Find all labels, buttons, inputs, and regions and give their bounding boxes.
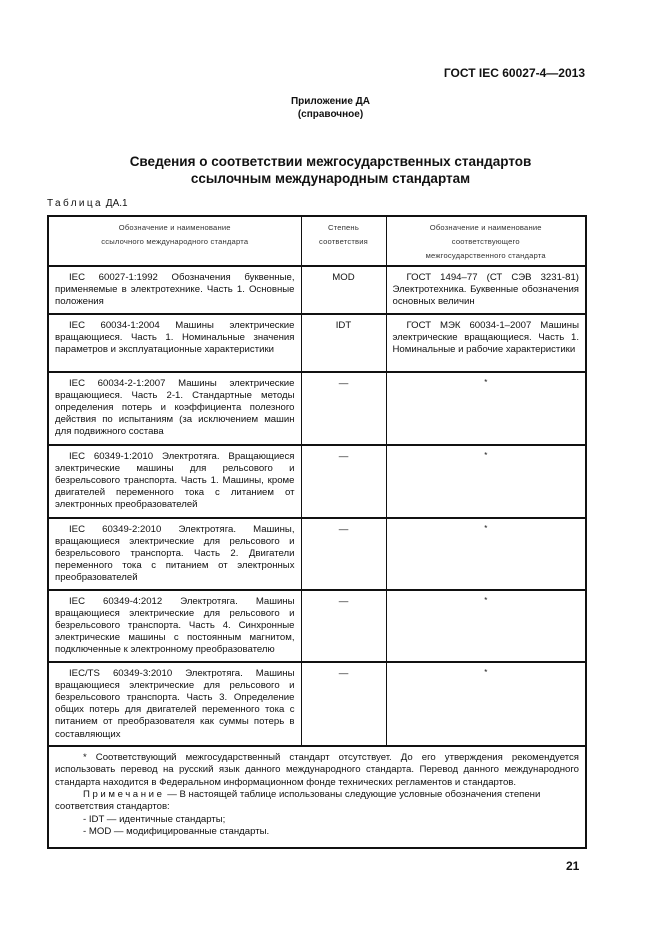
note-text: — В настоящей таблице использованы следующие условные обозначения степени соответствия стандартов: (55, 789, 541, 813)
table-row (48, 372, 586, 445)
page-title-line-1: Сведения о соответствии межгосударственных стандартов (129, 154, 532, 169)
table-footer-row (48, 746, 586, 848)
degree-cell: — (301, 445, 386, 518)
interstate-standard-cell: * (386, 518, 586, 590)
degree-cell: — (301, 590, 386, 662)
degree-cell: — (301, 372, 386, 445)
note (55, 789, 579, 814)
document-code: ГОСТ IEC 60027-4—2013 (443, 66, 585, 80)
interstate-standard-cell: * (386, 590, 586, 662)
international-standard-cell: IEC 60349-4:2012 Электротяга. Машины вращающиеся электрические для рельсового и безрельсового транспорта. Часть 4. Синхронные электрические машины с постоянным магнитом, подключенные к электронному преобразователю (48, 590, 301, 662)
table-label-id: ДА.1 (105, 198, 128, 209)
table-row (48, 445, 586, 518)
interstate-standard-cell: ГОСТ МЭК 60034-1–2007 Машины электрические вращающиеся. Часть 1. Номинальные и рабочие характеристики (386, 314, 586, 372)
header-international-standard: Обозначение и наименование ссылочного международного стандарта (48, 216, 301, 266)
footnote: * Соответствующий межгосударственный стандарт отсутствует. До его утверждения рекомендуется использовать перевод на русский язык данного международного стандарта. Перевод данного международного стандарта находится в Федеральном информационном фонде технических регламентов и стандартов. (55, 751, 579, 788)
appendix-heading (0, 95, 661, 121)
international-standard-cell: IEC 60034-1:2004 Машины электрические вращающиеся. Часть 1. Номинальные значения параметров и эксплуатационные характеристики (48, 314, 301, 372)
degree-cell: MOD (301, 266, 386, 314)
table-row (48, 314, 586, 372)
degree-cell: — (301, 662, 386, 746)
page-title-line-2: ссылочным международным стандартам (190, 171, 471, 186)
international-standard-cell: IEC 60034-2-1:2007 Машины электрические вращающиеся. Часть 2-1. Стандартные методы определения потерь и коэффициента полезного действия по испытаниям (за исключением машин для подвижного состава (48, 372, 301, 445)
table-footer (48, 746, 586, 848)
table-label-word: Таблица (47, 198, 104, 209)
appendix-title: Приложение ДА (290, 96, 371, 107)
interstate-standard-cell: * (386, 445, 586, 518)
correspondence-table (47, 215, 587, 849)
table-row (48, 590, 586, 662)
legend-item-idt: - IDT — идентичные стандарты; (83, 813, 226, 825)
interstate-standard-cell: ГОСТ 1494–77 (СТ СЭВ 3231-81) Электротехника. Буквенные обозначения основных величин (386, 266, 586, 314)
legend-item-mod: - MOD — модифицированные стандарты. (83, 826, 270, 838)
table-label (47, 198, 128, 209)
international-standard-cell: IEC/TS 60349-3:2010 Электротяга. Машины вращающиеся электрические для рельсового и безрельсового транспорта. Часть 3. Определение общих потерь для двигателей переменного тока с питанием от преобразователя как суммы потерь в составляющих (48, 662, 301, 746)
degree-cell: — (301, 518, 386, 590)
table-row (48, 518, 586, 590)
international-standard-cell: IEC 60027-1:1992 Обозначения буквенные, применяемые в электротехнике. Часть 1. Основные положения (48, 266, 301, 314)
table-row (48, 662, 586, 746)
note-label: Примечание (83, 789, 165, 801)
page-title (0, 153, 661, 187)
table-row (48, 266, 586, 314)
interstate-standard-cell: * (386, 372, 586, 445)
header-interstate-standard: Обозначение и наименование соответствующего межгосударственного стандарта (386, 216, 586, 266)
table-header-row (48, 216, 586, 266)
page-number: 21 (566, 859, 580, 873)
header-degree-of-correspondence: Степень соответствия (301, 216, 386, 266)
appendix-subtitle: (справочное) (297, 109, 364, 120)
international-standard-cell: IEC 60349-1:2010 Электротяга. Вращающиеся электрические машины для рельсового и безрельсового транспорта. Часть 1. Машины, кроме двигателей переменного тока с литанием от электронных преобразователей (48, 445, 301, 518)
international-standard-cell: IEC 60349-2:2010 Электротяга. Машины, вращающиеся электрические для рельсового и безрельсового транспорта. Часть 2. Двигатели переменного тока с питанием от электронных преобразователей (48, 518, 301, 590)
interstate-standard-cell: * (386, 662, 586, 746)
degree-cell: IDT (301, 314, 386, 372)
